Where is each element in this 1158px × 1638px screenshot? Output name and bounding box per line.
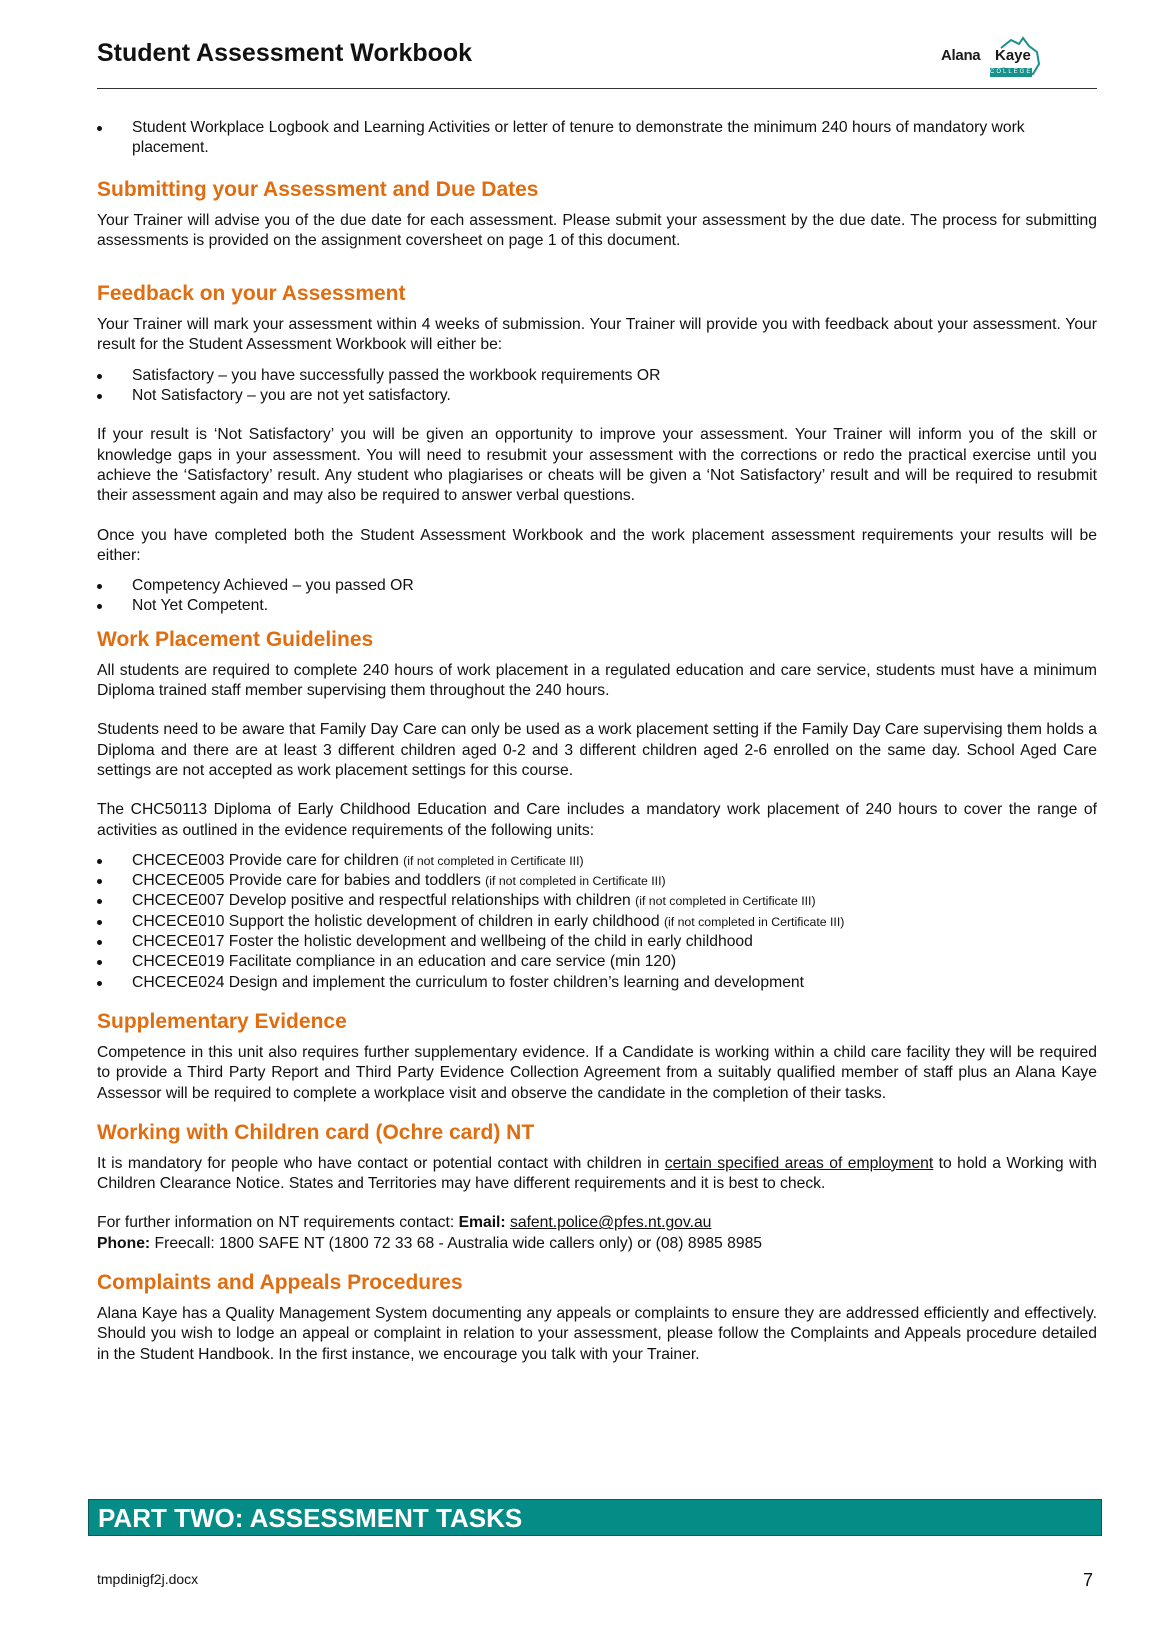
wwcc-contact: For further information on NT requirements contact: Email: safent.police@pfes.nt.gov.au Phone: Freecall: 1800 SAFE NT (1800 72 33 68 - Australia wide callers only) or (08) 8985 8985: [97, 1214, 763, 1252]
feedback-paragraph-2: If your result is ‘Not Satisfactory’ you will be given an opportunity to improve your assessment. Your Trainer will inform you of the skill or knowledge gaps in your assessment. You will need to resubmit your assessment with the corrections or redo the practical exercise until you achieve the ‘Satisfactory’ result. Any student who plagiarises or cheats will be given a ‘Not Satisfactory’ result and will be required to resubmit their assessment again and may also be required to answer verbal questions.: [97, 426, 1097, 505]
page-content: [97, 118, 1097, 1365]
employment-areas-link[interactable]: certain specified areas of employment: [664, 1154, 934, 1172]
work-placement-paragraph-1: All students are required to complete 240 hours of work placement in a regulated education and care service, students must have a minimum Diploma trained staff member supervising them throughout the 240 hours.: [97, 661, 1097, 700]
list-item: CHCECE010 Support the holistic development of children in early childhood (if not completed in Certificate III): [97, 912, 1097, 932]
list-item: CHCECE003 Provide care for children (if not completed in Certificate III): [97, 851, 1097, 871]
logo-college-tag: COLLEGE: [990, 69, 1033, 75]
list-item: CHCECE005 Provide care for babies and toddlers (if not completed in Certificate III): [97, 871, 1097, 891]
footer-filename: tmpdinigf2j.docx: [97, 1571, 199, 1587]
wwcc-paragraph: It is mandatory for people who have contact or potential contact with children in certain specified areas of employment to hold a Working with Children Clearance Notice. States and Territories may have different requirements and it is best to check.: [97, 1154, 1097, 1193]
work-placement-paragraph-2: Students need to be aware that Family Day Care can only be used as a work placement setting if the Family Day Care supervising them holds a Diploma and there are at least 3 different children aged 0-2 and 3 different children aged 2-6 enrolled on the same day. School Aged Care settings are not accepted as work placement settings for this course.: [97, 721, 1097, 779]
list-item: Not Yet Competent.: [97, 596, 1097, 616]
list-item: CHCECE024 Design and implement the curriculum to foster children’s learning and development: [97, 973, 1097, 993]
list-item: CHCECE007 Develop positive and respectful relationships with children (if not completed in Certificate III): [97, 891, 1097, 911]
part-two-banner: PART TWO: ASSESSMENT TASKS: [88, 1499, 1102, 1536]
competency-bullet-list: [97, 576, 1097, 617]
section-heading-submitting: Submitting your Assessment and Due Dates: [97, 177, 539, 201]
page-header: [97, 30, 1097, 89]
logo-word-alana: Alana: [941, 47, 981, 64]
list-item: CHCECE017 Foster the holistic development and wellbeing of the child in early childhood: [97, 932, 1097, 952]
header-title: Student Assessment Workbook: [97, 39, 473, 67]
section-heading-complaints: Complaints and Appeals Procedures: [97, 1270, 463, 1294]
work-placement-paragraph-3: The CHC50113 Diploma of Early Childhood Education and Care includes a mandatory work placement of 240 hours to cover the range of activities as outlined in the evidence requirements of the following units:: [97, 801, 1097, 839]
list-item: Student Workplace Logbook and Learning Activities or letter of tenure to demonstrate the minimum 240 hours of mandatory work placement.: [97, 118, 1097, 159]
section-heading-feedback: Feedback on your Assessment: [97, 282, 406, 306]
complaints-paragraph: Alana Kaye has a Quality Management System documenting any appeals or complaints to ensure they are addressed efficiently and effectively. Should you wish to lodge an appeal or complaint in relation to your assessment, please follow the Complaints and Appeals procedure detailed in the Student Handbook. In the first instance, we encourage you talk with your Trainer.: [97, 1304, 1097, 1363]
feedback-paragraph-1: Your Trainer will mark your assessment within 4 weeks of submission. Your Trainer will provide you with feedback about your assessment. Your result for the Student Assessment Workbook will either be:: [97, 316, 1097, 354]
section-heading-supplementary: Supplementary Evidence: [97, 1009, 347, 1033]
list-item: Satisfactory – you have successfully passed the workbook requirements OR: [97, 366, 1097, 386]
submitting-paragraph: Your Trainer will advise you of the due date for each assessment. Please submit your assessment by the due date. The process for submitting assessments is provided on the assignment coversheet on page 1 of this document.: [97, 211, 1097, 249]
list-item: CHCECE019 Facilitate compliance in an education and care service (min 120): [97, 952, 1097, 972]
feedback-paragraph-3: Once you have completed both the Student Assessment Workbook and the work placement assessment requirements your results will be either:: [97, 526, 1097, 564]
logo-word-kaye: Kaye: [995, 47, 1031, 64]
email-link[interactable]: safent.police@pfes.nt.gov.au: [510, 1214, 712, 1232]
section-heading-work-placement: Work Placement Guidelines: [97, 627, 374, 651]
list-item: Not Satisfactory – you are not yet satisfactory.: [97, 386, 1097, 406]
result-bullet-list: [97, 366, 1097, 407]
supplementary-paragraph: Competence in this unit also requires further supplementary evidence. If a Candidate is working within a child care facility they will be required to provide a Third Party Report and Third Party Evidence Collection Agreement from a suitably qualified member of staff plus an Alana Kaye Assessor will be required to complete a workplace visit and observe the candidate in the completion of their tasks.: [97, 1043, 1097, 1102]
college-logo: [941, 34, 1041, 80]
footer-page-number: 7: [1083, 1570, 1094, 1590]
section-heading-wwcc: Working with Children card (Ochre card) NT: [97, 1120, 535, 1144]
list-item: Competency Achieved – you passed OR: [97, 576, 1097, 596]
intro-bullet-list: [97, 118, 1097, 159]
units-bullet-list: [97, 851, 1097, 993]
